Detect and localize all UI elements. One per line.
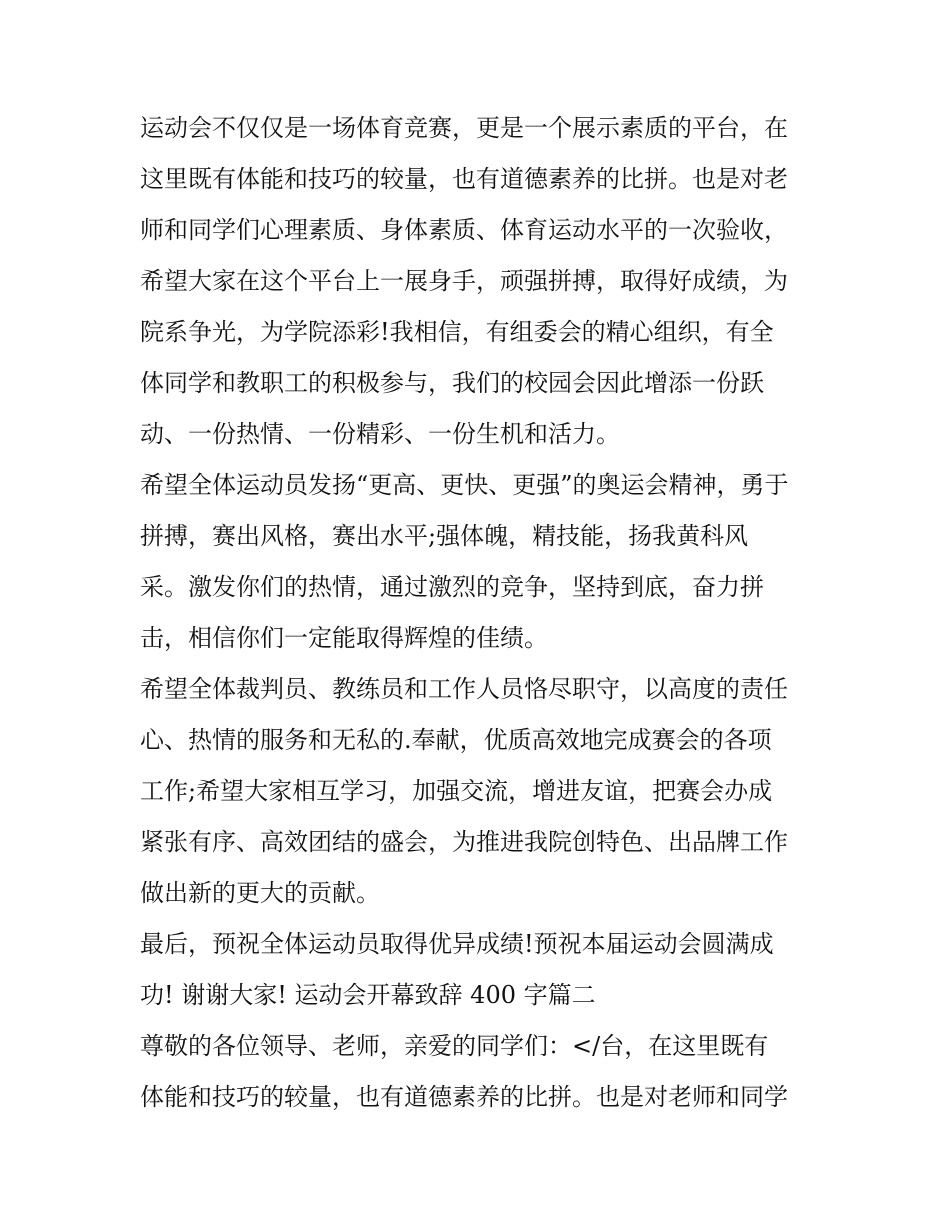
text-line: 体同学和教职工的积极参与，我们的校园会因此增添一份跃 <box>140 369 764 397</box>
text-line: 体能和技巧的较量，也有道德素养的比拼。也是对老师和同学 <box>140 1083 788 1111</box>
text-line: 做出新的更大的贡献。 <box>140 879 380 907</box>
text-line: 动、一份热情、一份精彩、一份生机和活力。 <box>140 420 620 448</box>
text-line: 采。激发你们的热情，通过激烈的竞争，坚持到底，奋力拼 <box>140 573 764 601</box>
text-line: 功! 谢谢大家! 运动会开幕致辞 400 字篇二 <box>140 981 596 1009</box>
text-line: 尊敬的各位领导、老师，亲爱的同学们：</台，在这里既有 <box>140 1032 769 1060</box>
text-line: 院系争光，为学院添彩!我相信，有组委会的精心组织，有全 <box>140 318 774 346</box>
text-line: 希望大家在这个平台上一展身手，顽强拼搏，取得好成绩，为 <box>140 267 788 295</box>
text-line: 这里既有体能和技巧的较量，也有道德素养的比拼。也是对老 <box>140 165 788 193</box>
text-line: 运动会不仅仅是一场体育竞赛，更是一个展示素质的平台，在 <box>140 114 788 142</box>
text-line: 希望全体裁判员、教练员和工作人员恪尽职守，以高度的责任 <box>140 675 788 703</box>
text-line: 师和同学们心理素质、身体素质、体育运动水平的一次验收， <box>140 216 788 244</box>
text-line: 击，相信你们一定能取得辉煌的佳绩。 <box>140 624 548 652</box>
document-body <box>140 103 830 1123</box>
text-line: 拼搏，赛出风格，赛出水平;强体魄，精技能，扬我黄科风 <box>140 522 749 550</box>
text-line: 心、热情的服务和无私的.奉献，优质高效地完成赛会的各项 <box>140 726 772 754</box>
text-line: 希望全体运动员发扬“更高、更快、更强”的奥运会精神，勇于 <box>140 471 789 499</box>
text-line: 最后，预祝全体运动员取得优异成绩!预祝本届运动会圆满成 <box>140 930 774 958</box>
text-line: 工作;希望大家相互学习，加强交流，增进友谊，把赛会办成 <box>140 777 773 805</box>
text-line: 紧张有序、高效团结的盛会，为推进我院创特色、出品牌工作 <box>140 828 788 856</box>
